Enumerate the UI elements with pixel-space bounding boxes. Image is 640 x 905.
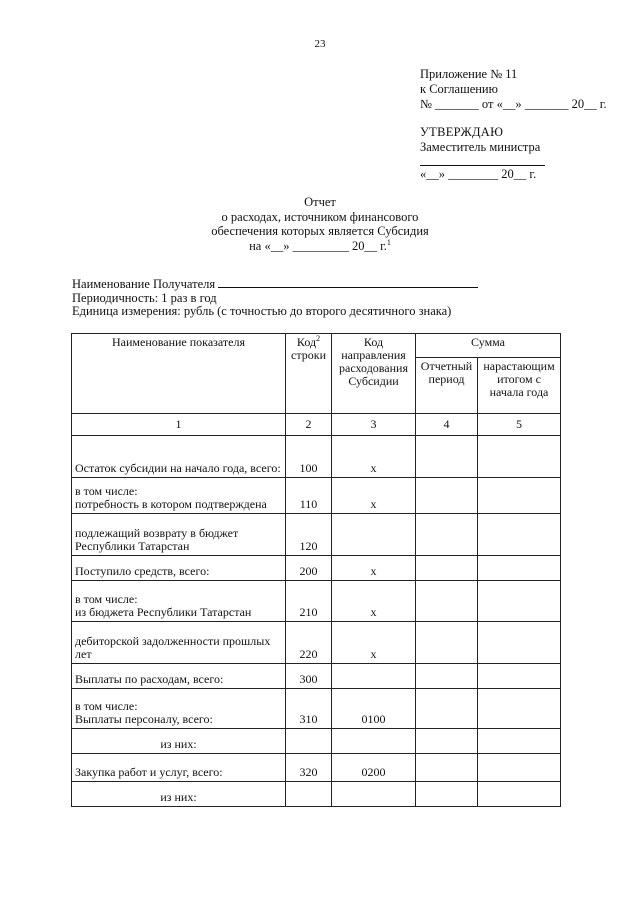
row-period-value[interactable] bbox=[416, 581, 478, 622]
report-title-line1: Отчет bbox=[304, 195, 336, 209]
header-code-label: Код bbox=[296, 335, 317, 349]
row-name: в том числе: потребность в котором подтверждена bbox=[72, 478, 286, 514]
row-code: 200 bbox=[286, 556, 332, 581]
row-name: в том числе: Выплаты персоналу, всего: bbox=[72, 689, 286, 729]
row-name: Остаток субсидии на начало года, всего: bbox=[72, 436, 286, 478]
approval-date: «__» ________ 20__ г. bbox=[420, 167, 537, 181]
row-code: 110 bbox=[286, 478, 332, 514]
report-date: на «__» _________ 20__ г. bbox=[249, 238, 387, 253]
row-direction: x bbox=[332, 556, 416, 581]
row-cumulative-value[interactable] bbox=[478, 689, 561, 729]
numbering-row bbox=[72, 414, 561, 436]
row-period-value[interactable] bbox=[416, 514, 478, 556]
row-code: 320 bbox=[286, 754, 332, 782]
page-number: 23 bbox=[314, 38, 326, 50]
row-period-value[interactable] bbox=[416, 622, 478, 664]
col-num: 4 bbox=[416, 414, 478, 436]
row-name: в том числе: из бюджета Республики Татарстан bbox=[72, 581, 286, 622]
row-code: 310 bbox=[286, 689, 332, 729]
header-sum: Сумма bbox=[416, 334, 561, 358]
header-direction-code: Код направления расходования Субсидии bbox=[332, 334, 416, 414]
row-code: 220 bbox=[286, 622, 332, 664]
row-cumulative-value[interactable] bbox=[478, 622, 561, 664]
row-direction: x bbox=[332, 478, 416, 514]
header-cumulative: нарастающим итогом с начала года bbox=[478, 358, 561, 414]
signature-line bbox=[420, 155, 545, 166]
appendix-block bbox=[420, 67, 630, 112]
row-direction bbox=[332, 729, 416, 754]
header-code-label2: строки bbox=[291, 348, 326, 362]
table-row bbox=[72, 581, 561, 622]
report-title-line2: о расходах, источником финансового bbox=[221, 209, 419, 224]
appendix-agreement: к Соглашению bbox=[420, 82, 498, 96]
row-cumulative-value[interactable] bbox=[478, 729, 561, 754]
row-direction bbox=[332, 782, 416, 807]
appendix-agreement-ref: № _______ от «__» _______ 20__ г. bbox=[420, 97, 607, 111]
row-direction: x bbox=[332, 436, 416, 478]
table-row bbox=[72, 754, 561, 782]
footnote-mark-1: 1 bbox=[386, 237, 391, 247]
report-title-line3: обеспечения которых является Субсидия bbox=[211, 224, 429, 238]
row-period-value[interactable] bbox=[416, 664, 478, 689]
appendix-number: Приложение № 11 bbox=[420, 67, 518, 81]
row-code: 210 bbox=[286, 581, 332, 622]
row-code bbox=[286, 729, 332, 754]
row-period-value[interactable] bbox=[416, 689, 478, 729]
row-direction bbox=[332, 664, 416, 689]
row-cumulative-value[interactable] bbox=[478, 436, 561, 478]
row-direction: 0100 bbox=[332, 689, 416, 729]
approval-position: Заместитель министра bbox=[420, 140, 541, 154]
recipient-row bbox=[72, 278, 592, 292]
col-num: 2 bbox=[286, 414, 332, 436]
col-num: 1 bbox=[72, 414, 286, 436]
recipient-label: Наименование Получателя bbox=[72, 277, 216, 291]
row-period-value[interactable] bbox=[416, 478, 478, 514]
row-direction: x bbox=[332, 622, 416, 664]
row-cumulative-value[interactable] bbox=[478, 664, 561, 689]
row-period-value[interactable] bbox=[416, 754, 478, 782]
footnote-mark-2: 2 bbox=[316, 334, 321, 343]
row-code bbox=[286, 782, 332, 807]
row-period-value[interactable] bbox=[416, 556, 478, 581]
row-direction bbox=[332, 514, 416, 556]
unit-of-measure: Единица измерения: рубль (с точностью до второго десятичного знака) bbox=[72, 304, 452, 318]
approval-block bbox=[420, 125, 630, 182]
row-name: Закупка работ и услуг, всего: bbox=[72, 754, 286, 782]
report-title-line4 bbox=[0, 239, 640, 254]
row-name: дебиторской задолженности прошлых лет bbox=[72, 622, 286, 664]
recipient-input-line bbox=[218, 278, 478, 288]
row-period-value[interactable] bbox=[416, 436, 478, 478]
approval-title: УТВЕРЖДАЮ bbox=[420, 125, 504, 139]
col-num: 3 bbox=[332, 414, 416, 436]
row-cumulative-value[interactable] bbox=[478, 514, 561, 556]
table-row bbox=[72, 689, 561, 729]
report-title bbox=[0, 195, 640, 253]
table-row bbox=[72, 729, 561, 754]
expense-report-table bbox=[71, 333, 561, 807]
table-row bbox=[72, 514, 561, 556]
row-period-value[interactable] bbox=[416, 729, 478, 754]
row-cumulative-value[interactable] bbox=[478, 754, 561, 782]
row-name: Выплаты по расходам, всего: bbox=[72, 664, 286, 689]
row-code: 120 bbox=[286, 514, 332, 556]
table-row bbox=[72, 622, 561, 664]
table-row bbox=[72, 782, 561, 807]
row-direction: x bbox=[332, 581, 416, 622]
row-name: из них: bbox=[72, 782, 286, 807]
report-meta bbox=[72, 278, 592, 319]
row-cumulative-value[interactable] bbox=[478, 478, 561, 514]
row-code: 100 bbox=[286, 436, 332, 478]
row-name: Поступило средств, всего: bbox=[72, 556, 286, 581]
row-cumulative-value[interactable] bbox=[478, 581, 561, 622]
row-direction: 0200 bbox=[332, 754, 416, 782]
table-row bbox=[72, 436, 561, 478]
table-row bbox=[72, 664, 561, 689]
periodicity: Периодичность: 1 раз в год bbox=[72, 290, 217, 305]
row-cumulative-value[interactable] bbox=[478, 782, 561, 807]
col-num: 5 bbox=[478, 414, 561, 436]
row-code: 300 bbox=[286, 664, 332, 689]
table-row bbox=[72, 478, 561, 514]
header-period: Отчетный период bbox=[416, 358, 478, 414]
table-row bbox=[72, 556, 561, 581]
row-period-value[interactable] bbox=[416, 782, 478, 807]
header-row-code bbox=[286, 334, 332, 414]
row-name: подлежащий возврату в бюджет Республики Татарстан bbox=[72, 514, 286, 556]
row-name: из них: bbox=[72, 729, 286, 754]
row-cumulative-value[interactable] bbox=[478, 556, 561, 581]
header-indicator-name: Наименование показателя bbox=[72, 334, 286, 414]
